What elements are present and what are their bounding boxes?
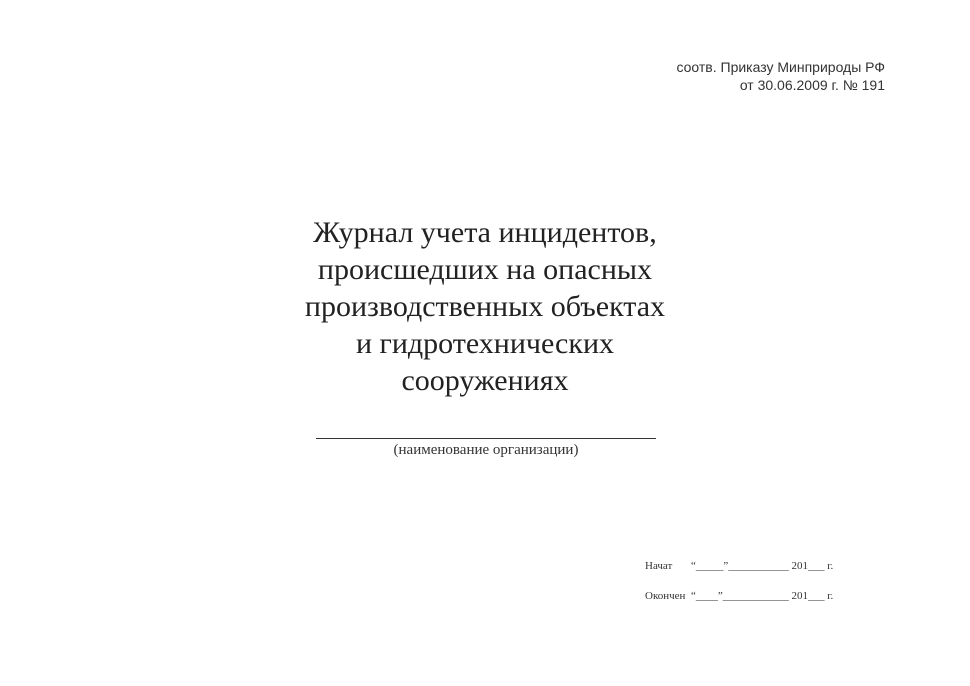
organization-name-line: [316, 438, 656, 439]
regulation-reference-line1: соотв. Приказу Минприроды РФ: [676, 59, 885, 75]
regulation-reference: [676, 58, 885, 94]
start-date-label: Начат: [645, 560, 673, 572]
journal-title-line5: сооружениях: [401, 364, 569, 397]
journal-title: [185, 214, 785, 399]
end-date-row: [645, 589, 890, 603]
journal-title-line2: происшедших на опасных: [317, 253, 653, 286]
start-date-blank: “_____”___________ 201___ г.: [691, 560, 834, 572]
journal-title-line1: Журнал учета инцидентов,: [313, 216, 657, 249]
journal-title-line4: и гидротехнических: [355, 327, 615, 360]
regulation-reference-line2: от 30.06.2009 г. № 191: [739, 77, 885, 93]
journal-title-line3: производственных объектах: [304, 290, 666, 323]
end-date-label: Окончен: [645, 590, 686, 602]
start-date-row: [645, 559, 890, 573]
end-date-blank: “____”____________ 201___ г.: [691, 590, 834, 602]
organization-name-caption: (наименование организации): [393, 442, 579, 458]
